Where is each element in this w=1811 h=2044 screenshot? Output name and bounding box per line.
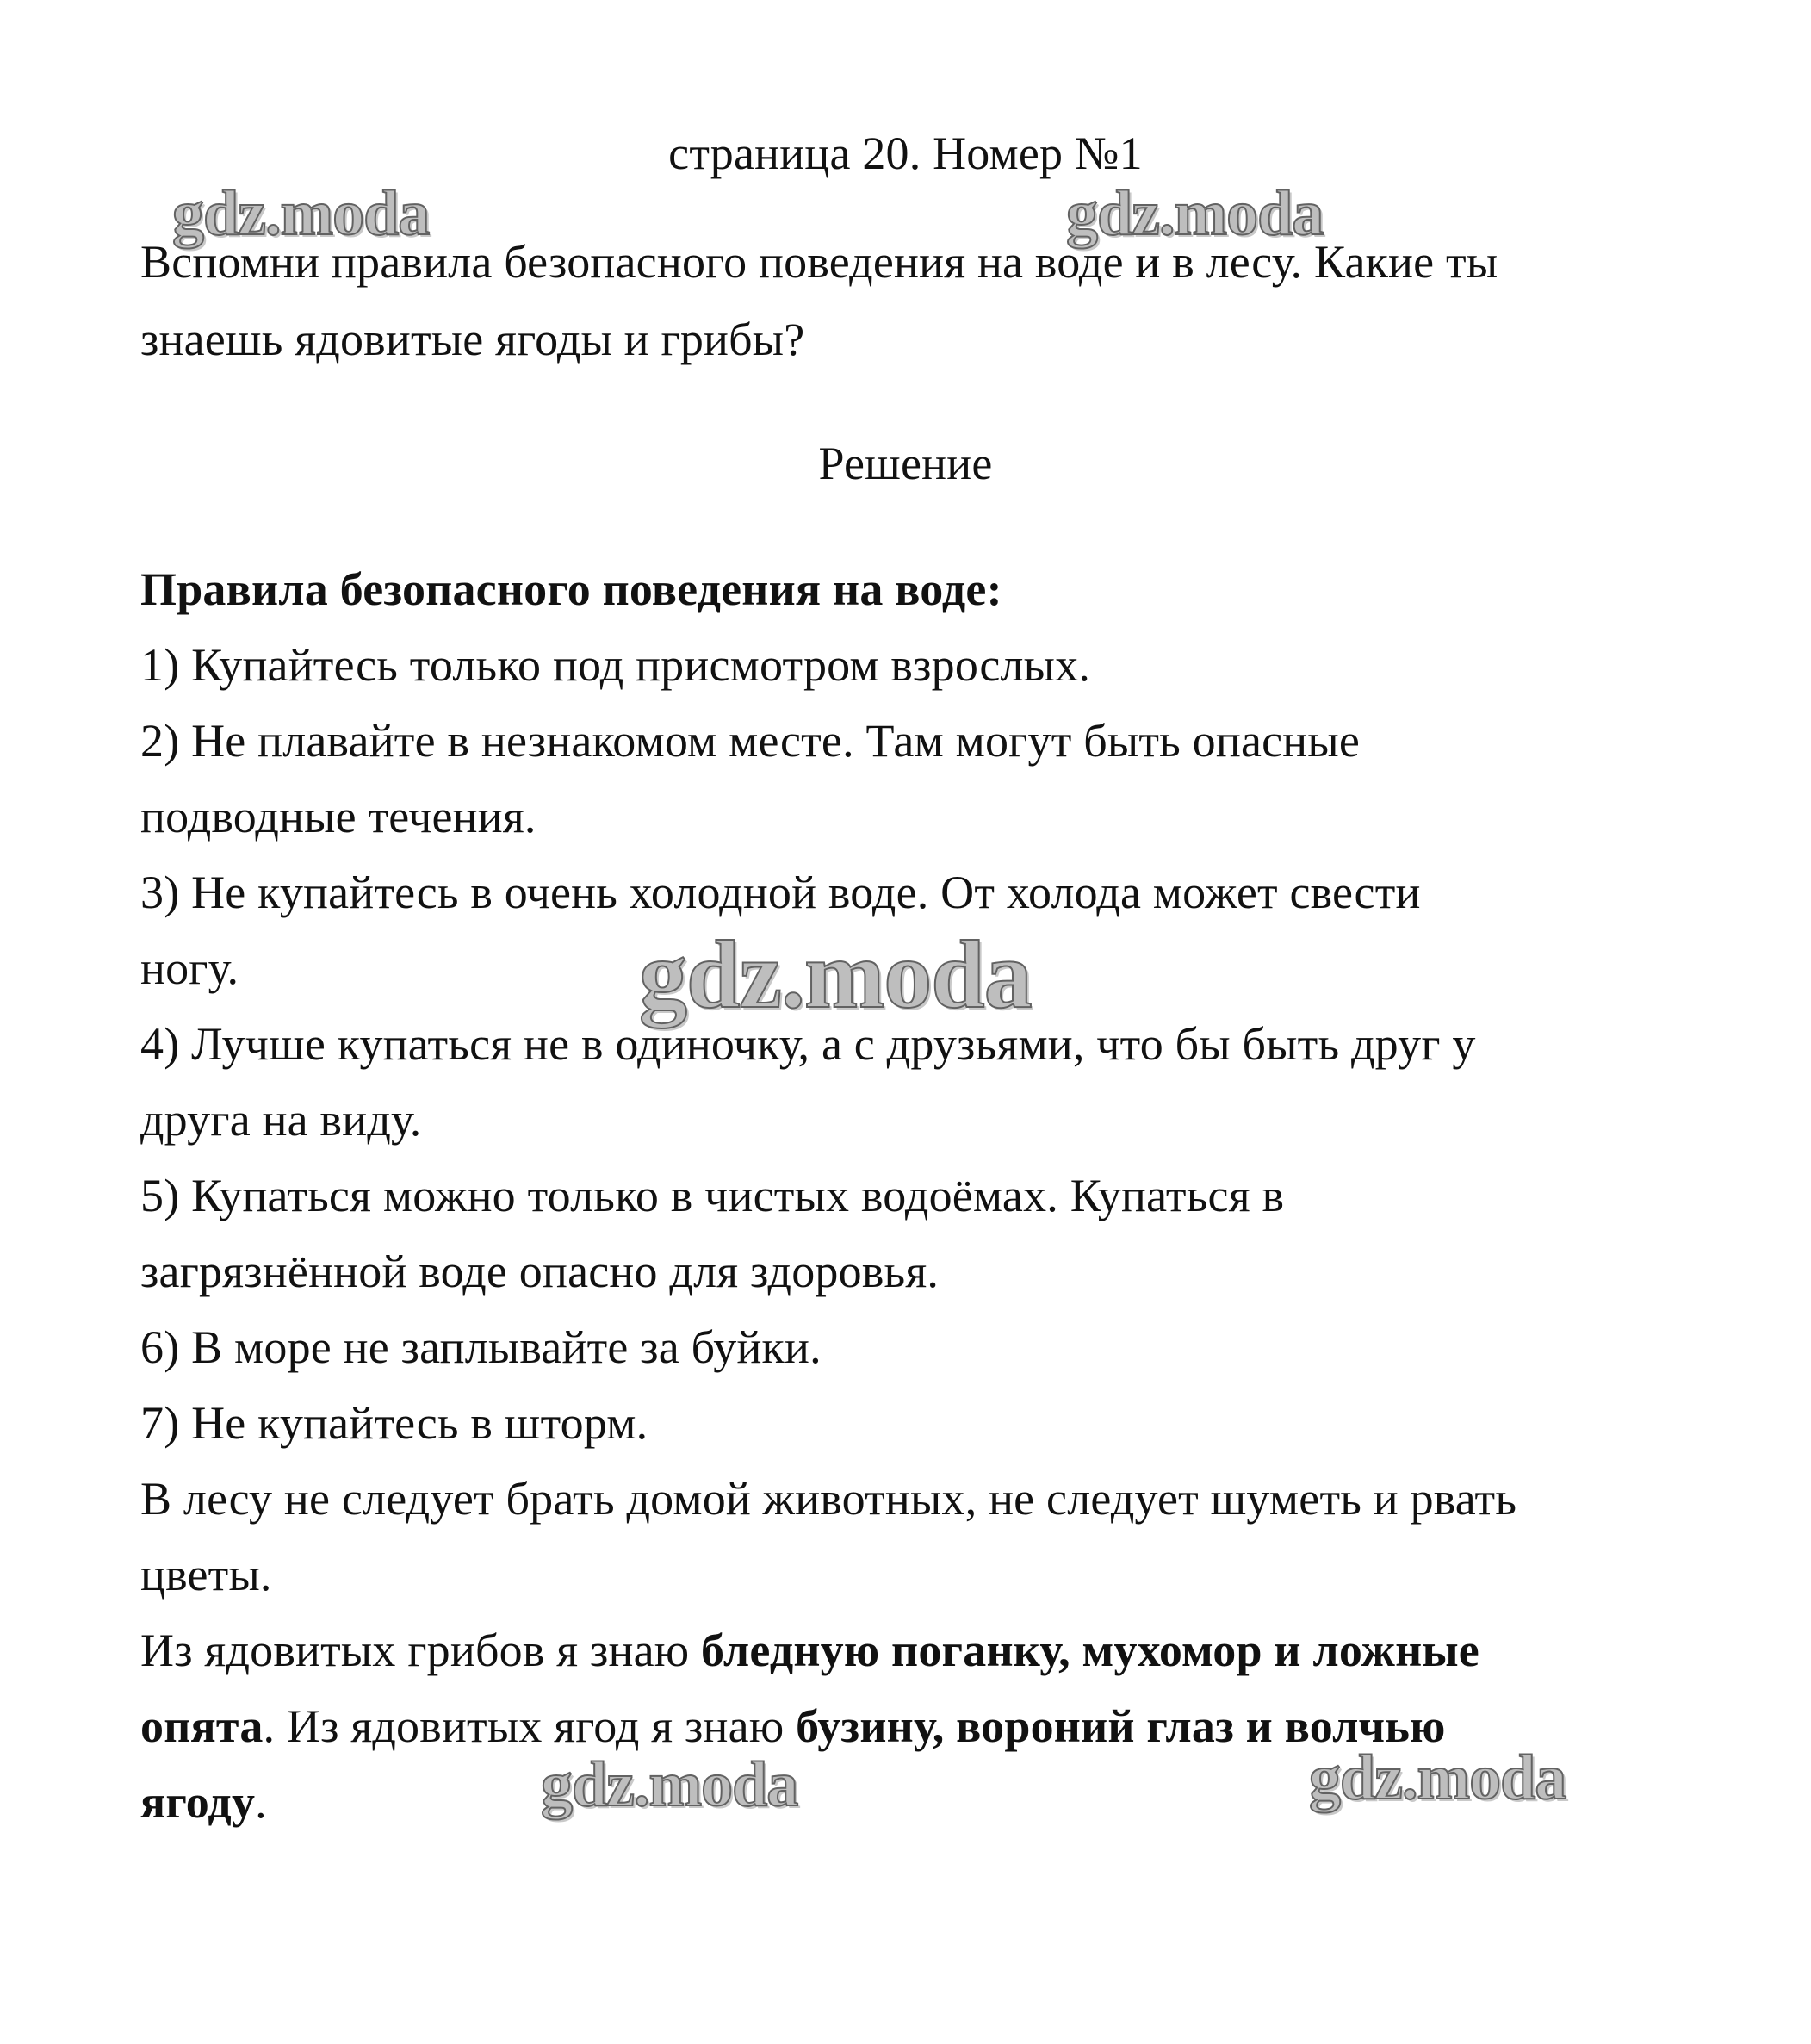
- rule-6: 6) В море не заплывайте за буйки.: [140, 1321, 822, 1373]
- poison-berries-list: бузину, вороний глаз и волчью: [796, 1700, 1446, 1752]
- rule-3-line-1: 3) Не купайтесь в очень холодной воде. От холода может свести: [140, 867, 1421, 918]
- page-title: страница 20. Номер №1: [668, 127, 1143, 179]
- poison-mushrooms-list: бледную поганку, мухомор и ложные: [701, 1625, 1479, 1676]
- rule-4-line-1: 4) Лучше купаться не в одиночку, а с друзьями, что бы быть друг у: [140, 1018, 1476, 1070]
- rule-7: 7) Не купайтесь в шторм.: [140, 1397, 648, 1449]
- watermark-top-right: gdz.moda: [1066, 178, 1324, 249]
- rule-2-line-2: подводные течения.: [140, 791, 536, 842]
- watermark-top-left: gdz.moda: [172, 178, 430, 249]
- rule-1: 1) Купайтесь только под присмотром взрослых.: [140, 639, 1091, 691]
- watermark-center: gdz.moda: [639, 922, 1032, 1028]
- water-rules-title: Правила безопасного поведения на воде:: [140, 563, 1002, 615]
- poison-line-2: [140, 1699, 1446, 1754]
- watermark-bottom-right: gdz.moda: [1309, 1743, 1566, 1813]
- task-line-2: знаешь ядовитые ягоды и грибы?: [140, 314, 805, 365]
- poison-period: .: [255, 1776, 267, 1828]
- poison-mushrooms-intro: Из ядовитых грибов я знаю: [140, 1625, 702, 1676]
- rule-4-line-2: друга на виду.: [140, 1094, 422, 1146]
- rule-5-line-1: 5) Купаться можно только в чистых водоёмах. Купаться в: [140, 1170, 1285, 1221]
- poison-berries-list-end: ягоду: [140, 1776, 256, 1828]
- poison-mushrooms-list-end: опята: [140, 1700, 264, 1752]
- watermark-bottom-left: gdz.moda: [541, 1749, 798, 1820]
- rule-3-line-2: ногу.: [140, 942, 239, 994]
- poison-berries-intro: . Из ядовитых ягод я знаю: [263, 1700, 797, 1752]
- task-line-1: Вспомни правила безопасного поведения на воде и в лесу. Какие ты: [140, 236, 1498, 288]
- rule-2-line-1: 2) Не плавайте в незнакомом месте. Там могут быть опасные: [140, 715, 1361, 767]
- solution-heading: Решение: [818, 438, 993, 489]
- poison-line-3: [140, 1774, 267, 1830]
- forest-line-2: цветы.: [140, 1549, 272, 1600]
- rule-5-line-2: загрязнённой воде опасно для здоровья.: [140, 1246, 940, 1297]
- forest-line-1: В лесу не следует брать домой животных, не следует шуметь и рвать: [140, 1473, 1517, 1525]
- poison-line-1: [140, 1623, 1479, 1678]
